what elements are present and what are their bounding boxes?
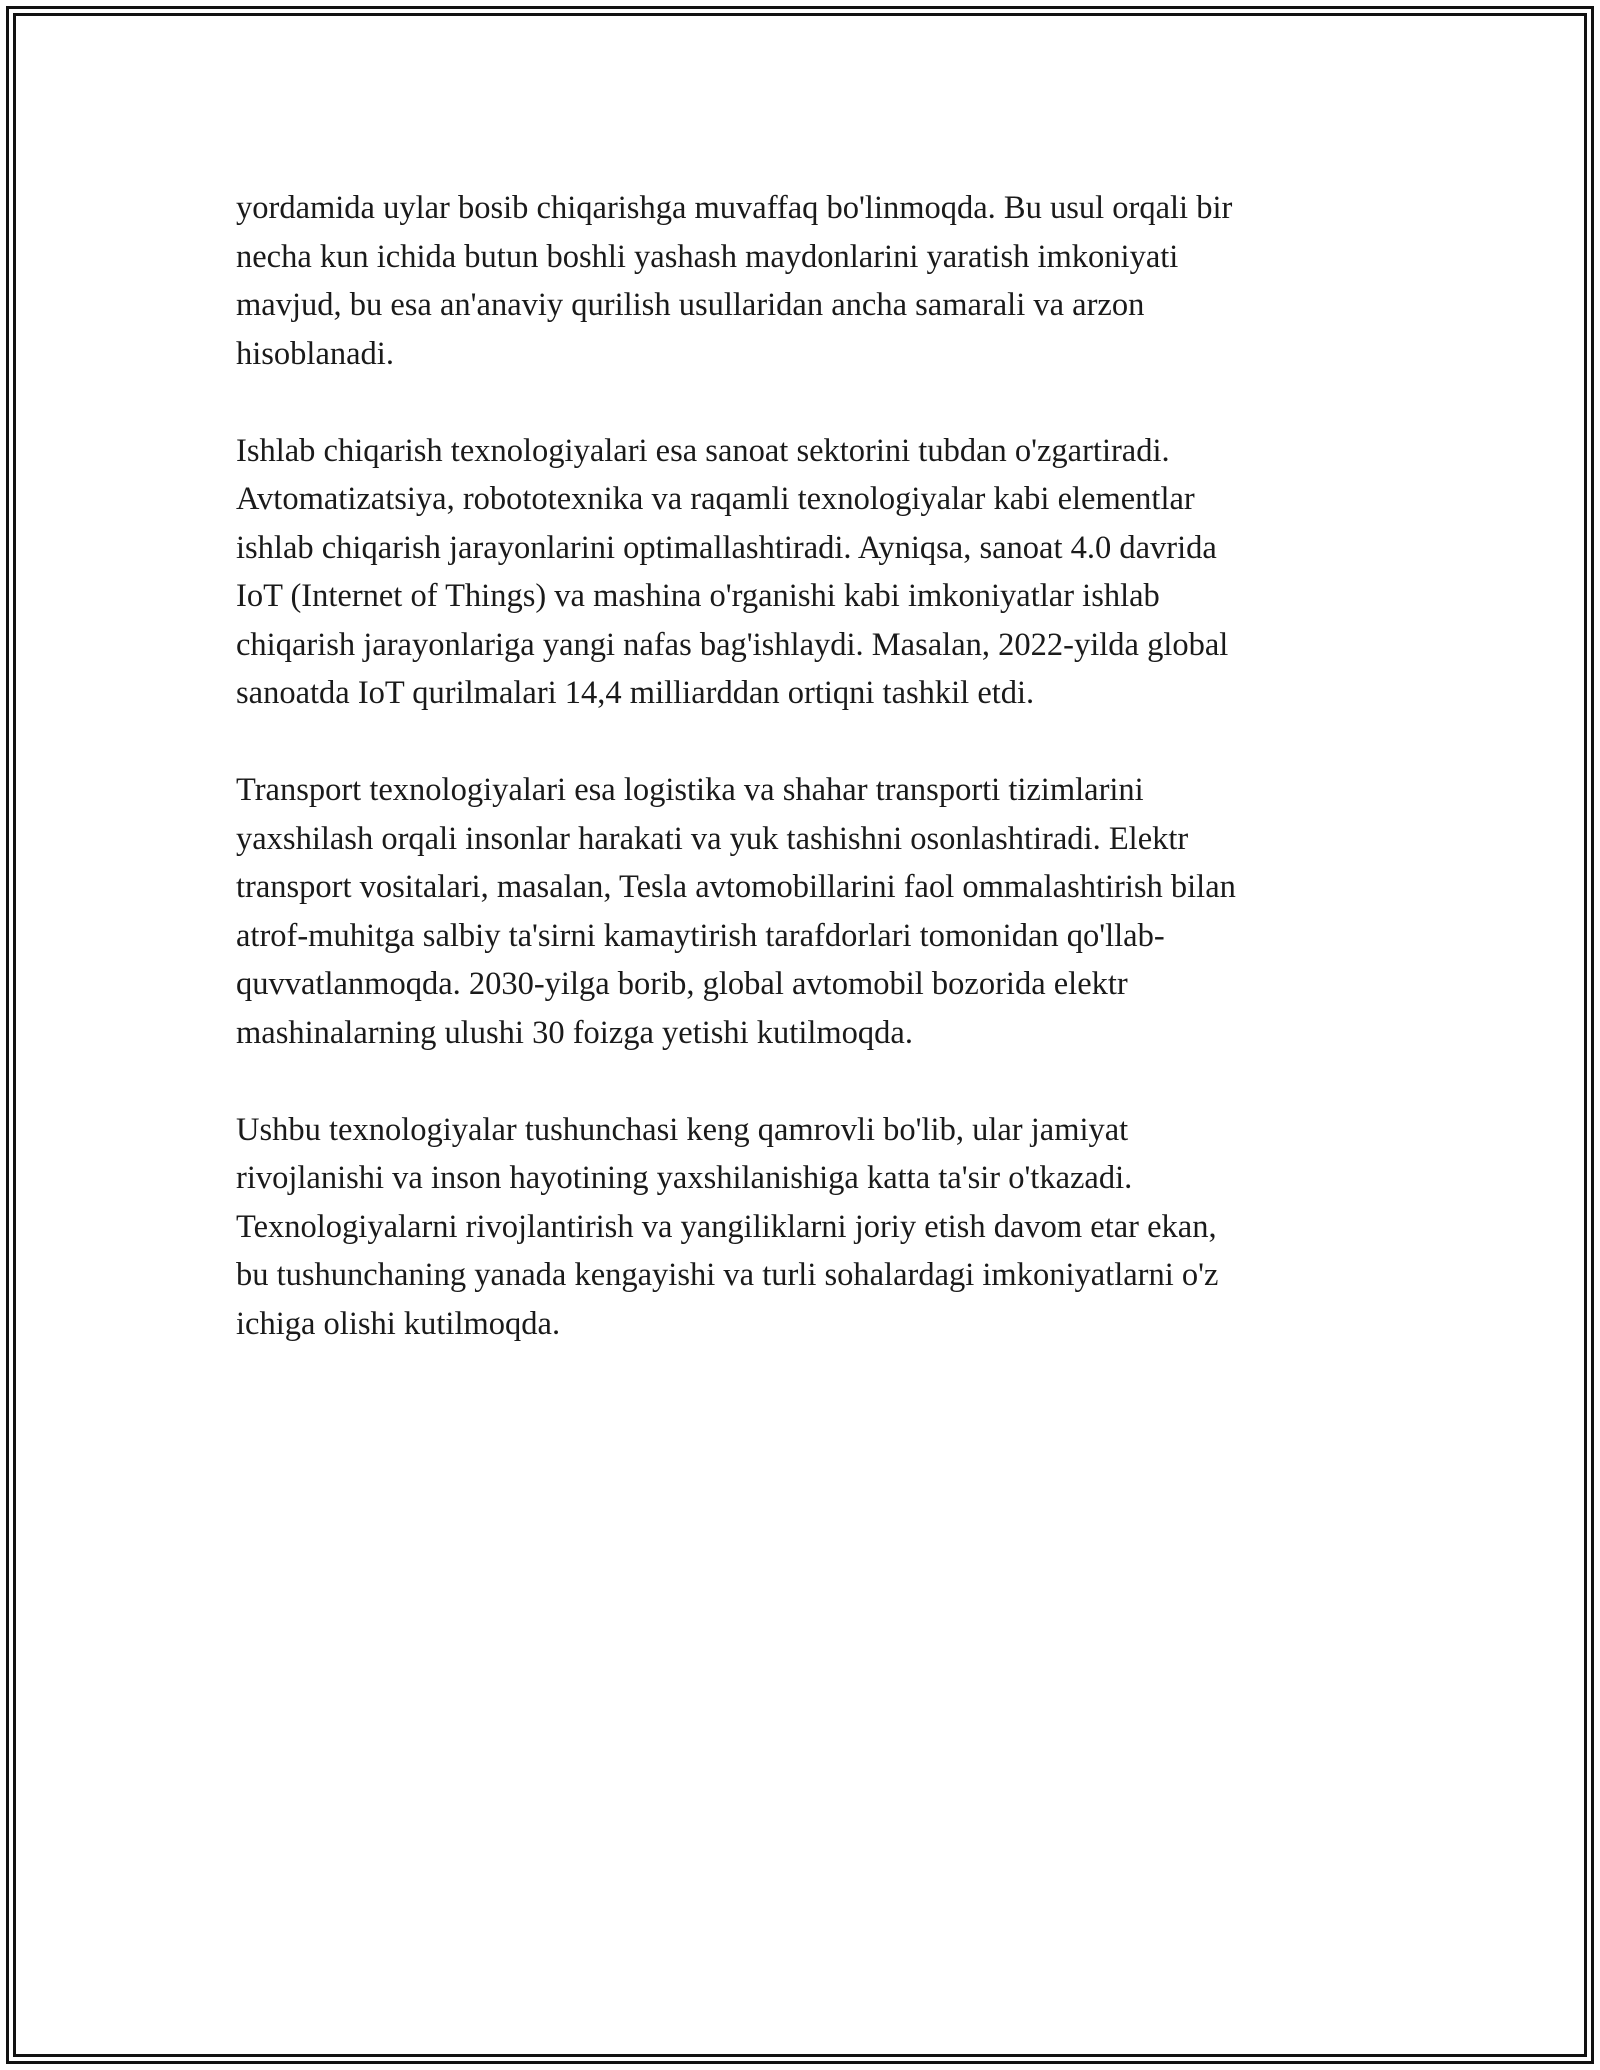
paragraph-4: Ushbu texnologiyalar tushunchasi keng qamrovli bo'lib, ular jamiyat rivojlanishi va inson hayotining yaxshilanishiga katta ta'sir o'tkazadi. Texnologiyalarni rivojlantirish va yangiliklarni joriy etish davom etar ekan, bu tushunchaning yanada kengayishi va turli sohalardagi imkoniyatlarni o'z ichiga olishi kutilmoqda. [236,1111,1219,1342]
paragraph-3: Transport texnologiyalari esa logistika va shahar transporti tizimlarini yaxshilash orqali insonlar harakati va yuk tashishni osonlashtiradi. Elektr transport vositalari, masalan, Tesla avtomobillarini faol ommalashtirish bilan atrof-muhitga salbiy ta'sirni kamaytirish tarafdorlari tomonidan qo'llab- quvvatlanmoqda. 2030-yilga borib, global avtomobil bozorida elektr mashinalarning ulushi 30 foizga yetishi kutilmoqda. [236,772,1236,1051]
paragraph-1: yordamida uylar bosib chiqarishga muvaffaq bo'linmoqda. Bu usul orqali bir necha kun ichida butun boshli yashash maydonlarini yaratish imkoniyati mavjud, bu esa an'anaviy qurilish usullaridan ancha samarali va arzon hisoblanadi. [236,190,1233,372]
document-body [236,184,1376,1397]
paragraph-2: Ishlab chiqarish texnologiyalari esa sanoat sektorini tubdan o'zgartiradi. Avtomatizatsiya, robototexnika va raqamli texnologiyalar kabi elementlar ishlab chiqarish jarayonlarini optimallashtiradi. Ayniqsa, sanoat 4.0 davrida IoT (Internet of Things) va mashina o'rganishi kabi imkoniyatlar ishlab chiqarish jarayonlariga yangi nafas bag'ishlaydi. Masalan, 2022-yilda global sanoatda IoT qurilmalari 14,4 milliarddan ortiqni tashkil etdi. [236,432,1229,711]
